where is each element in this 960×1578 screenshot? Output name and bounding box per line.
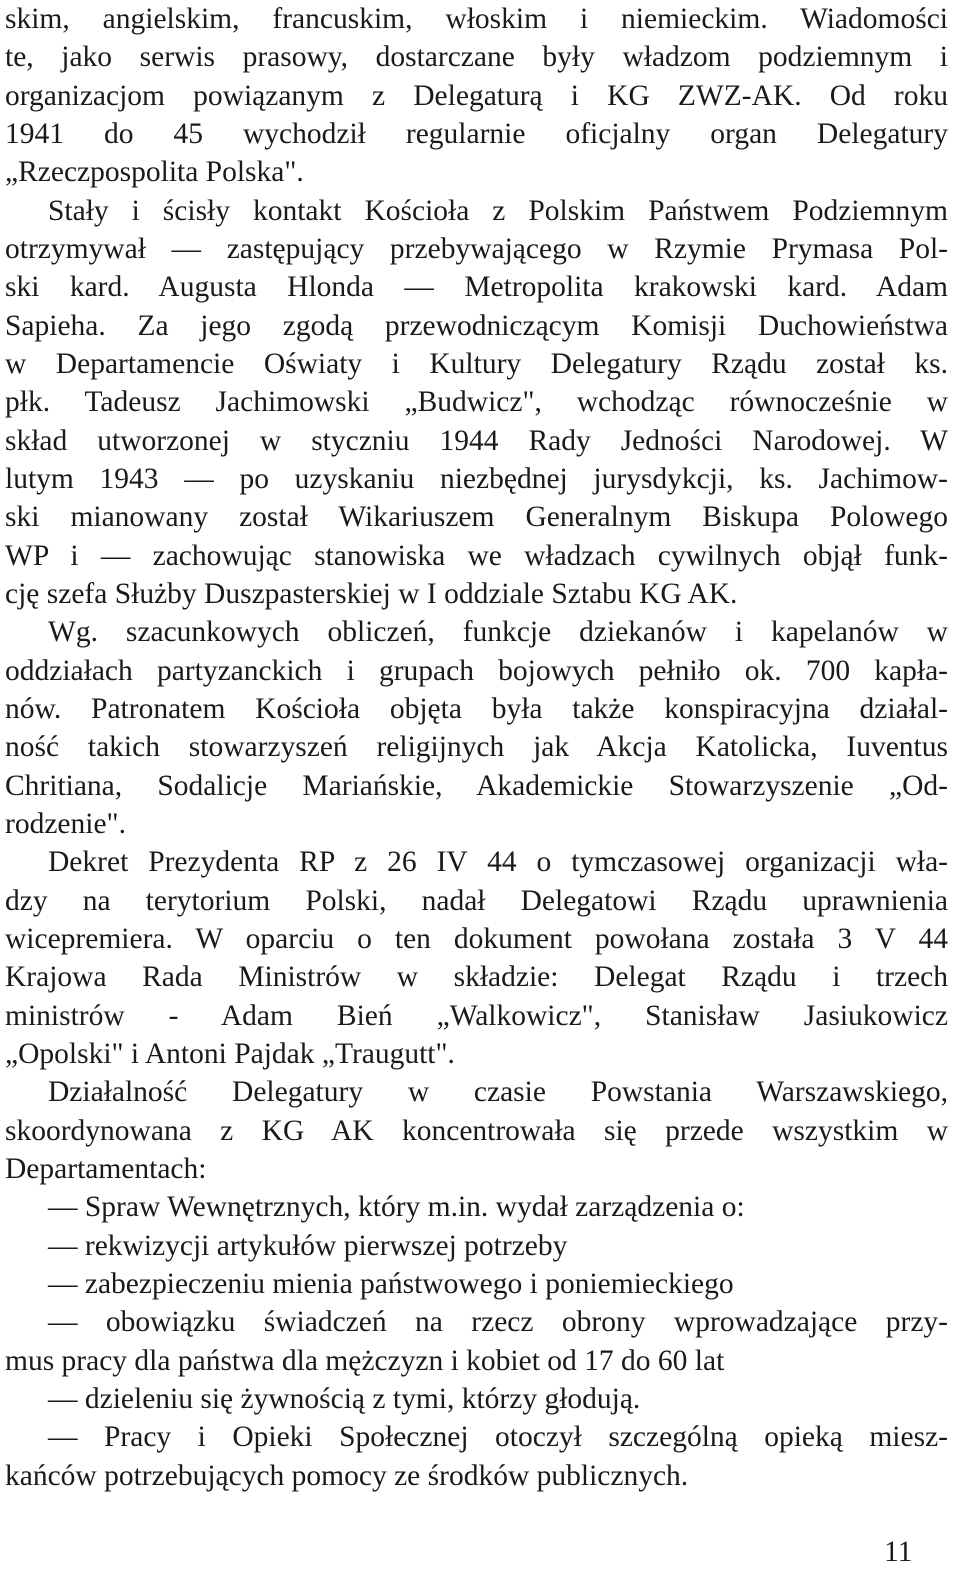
list-item: — rekwizycji artykułów pierwszej potrzeby — [48, 1230, 568, 1262]
text-line: skoordynowana z KG AK koncentrowała się przede wszystkim w — [5, 1115, 948, 1147]
text-line: Chritiana, Sodalicje Mariańskie, Akademickie Stowarzyszenie „Od- — [5, 770, 948, 802]
text-line: wicepremiera. W oparciu o ten dokument powołana została 3 V 44 — [5, 923, 948, 955]
text-line: WP i — zachowując stanowiska we władzach cywilnych objął funk- — [5, 540, 948, 572]
text-line: „Opolski" i Antoni Pajdak „Traugutt". — [5, 1038, 455, 1070]
text-line: te, jako serwis prasowy, dostarczane były władzom podziemnym i — [5, 41, 948, 73]
list-item: — Pracy i Opieki Społecznej otoczył szczególną opieką miesz- — [48, 1421, 948, 1453]
list-item-continuation: kańców potrzebujących pomocy ze środków publicznych. — [5, 1460, 689, 1492]
text-line: nów. Patronatem Kościoła objęta była także konspiracyjna działal- — [5, 693, 948, 725]
text-line: Departamentach: — [5, 1153, 207, 1185]
text-line: 1941 do 45 wychodził regularnie oficjalny organ Delegatury — [5, 118, 948, 150]
text-line: Sapieha. Za jego zgodą przewodniczącym Komisji Duchowieństwa — [5, 310, 948, 342]
paragraph-first-line: Dekret Prezydenta RP z 26 IV 44 o tymczasowej organizacji wła- — [48, 846, 948, 878]
paragraph-first-line: Działalność Delegatury w czasie Powstania Warszawskiego, — [48, 1076, 948, 1108]
list-item: — dzieleniu się żywnością z tymi, którzy głodują. — [48, 1383, 641, 1415]
text-line: skład utworzonej w styczniu 1944 Rady Jedności Narodowej. W — [5, 425, 948, 457]
text-line: skim, angielskim, francuskim, włoskim i niemieckim. Wiadomości — [5, 3, 948, 35]
text-line: rodzenie". — [5, 808, 126, 840]
text-line: Krajowa Rada Ministrów w składzie: Delegat Rządu i trzech — [5, 961, 948, 993]
paragraph-first-line: Wg. szacunkowych obliczeń, funkcje dziekanów i kapelanów w — [48, 616, 948, 648]
page-number: 11 — [884, 1536, 913, 1568]
paragraph-first-line: Stały i ścisły kontakt Kościoła z Polskim Państwem Podziemnym — [48, 195, 948, 227]
text-line: „Rzeczpospolita Polska". — [5, 156, 304, 188]
text-line: otrzymywał — zastępujący przebywającego w Rzymie Prymasa Pol- — [5, 233, 948, 265]
text-line: lutym 1943 — po uzyskaniu niezbędnej jurysdykcji, ks. Jachimow- — [5, 463, 948, 495]
text-line: ność takich stowarzyszeń religijnych jak Akcja Katolicka, Iuventus — [5, 731, 948, 763]
text-line: ski mianowany został Wikariuszem Generalnym Biskupa Polowego — [5, 501, 948, 533]
text-line: oddziałach partyzanckich i grupach bojowych pełniło ok. 700 kapła- — [5, 655, 948, 687]
list-item-continuation: mus pracy dla państwa dla mężczyzn i kobiet od 17 do 60 lat — [5, 1345, 725, 1377]
text-line: płk. Tadeusz Jachimowski „Budwicz", wchodząc równocześnie w — [5, 386, 948, 418]
text-line: cję szefa Służby Duszpasterskiej w I oddziale Sztabu KG AK. — [5, 578, 738, 610]
list-item: — zabezpieczeniu mienia państwowego i poniemieckiego — [48, 1268, 734, 1300]
text-line: ski kard. Augusta Hlonda — Metropolita krakowski kard. Adam — [5, 271, 948, 303]
list-item: — Spraw Wewnętrznych, który m.in. wydał zarządzenia o: — [48, 1191, 745, 1223]
list-item: — obowiązku świadczeń na rzecz obrony wprowadzające przy- — [48, 1306, 948, 1338]
text-line: organizacjom powiązanym z Delegaturą i KG ZWZ-AK. Od roku — [5, 80, 948, 112]
text-line: w Departamencie Oświaty i Kultury Delegatury Rządu został ks. — [5, 348, 948, 380]
text-line: dzy na terytorium Polski, nadał Delegatowi Rządu uprawnienia — [5, 885, 948, 917]
text-line: ministrów - Adam Bień „Walkowicz", Stanisław Jasiukowicz — [5, 1000, 948, 1032]
